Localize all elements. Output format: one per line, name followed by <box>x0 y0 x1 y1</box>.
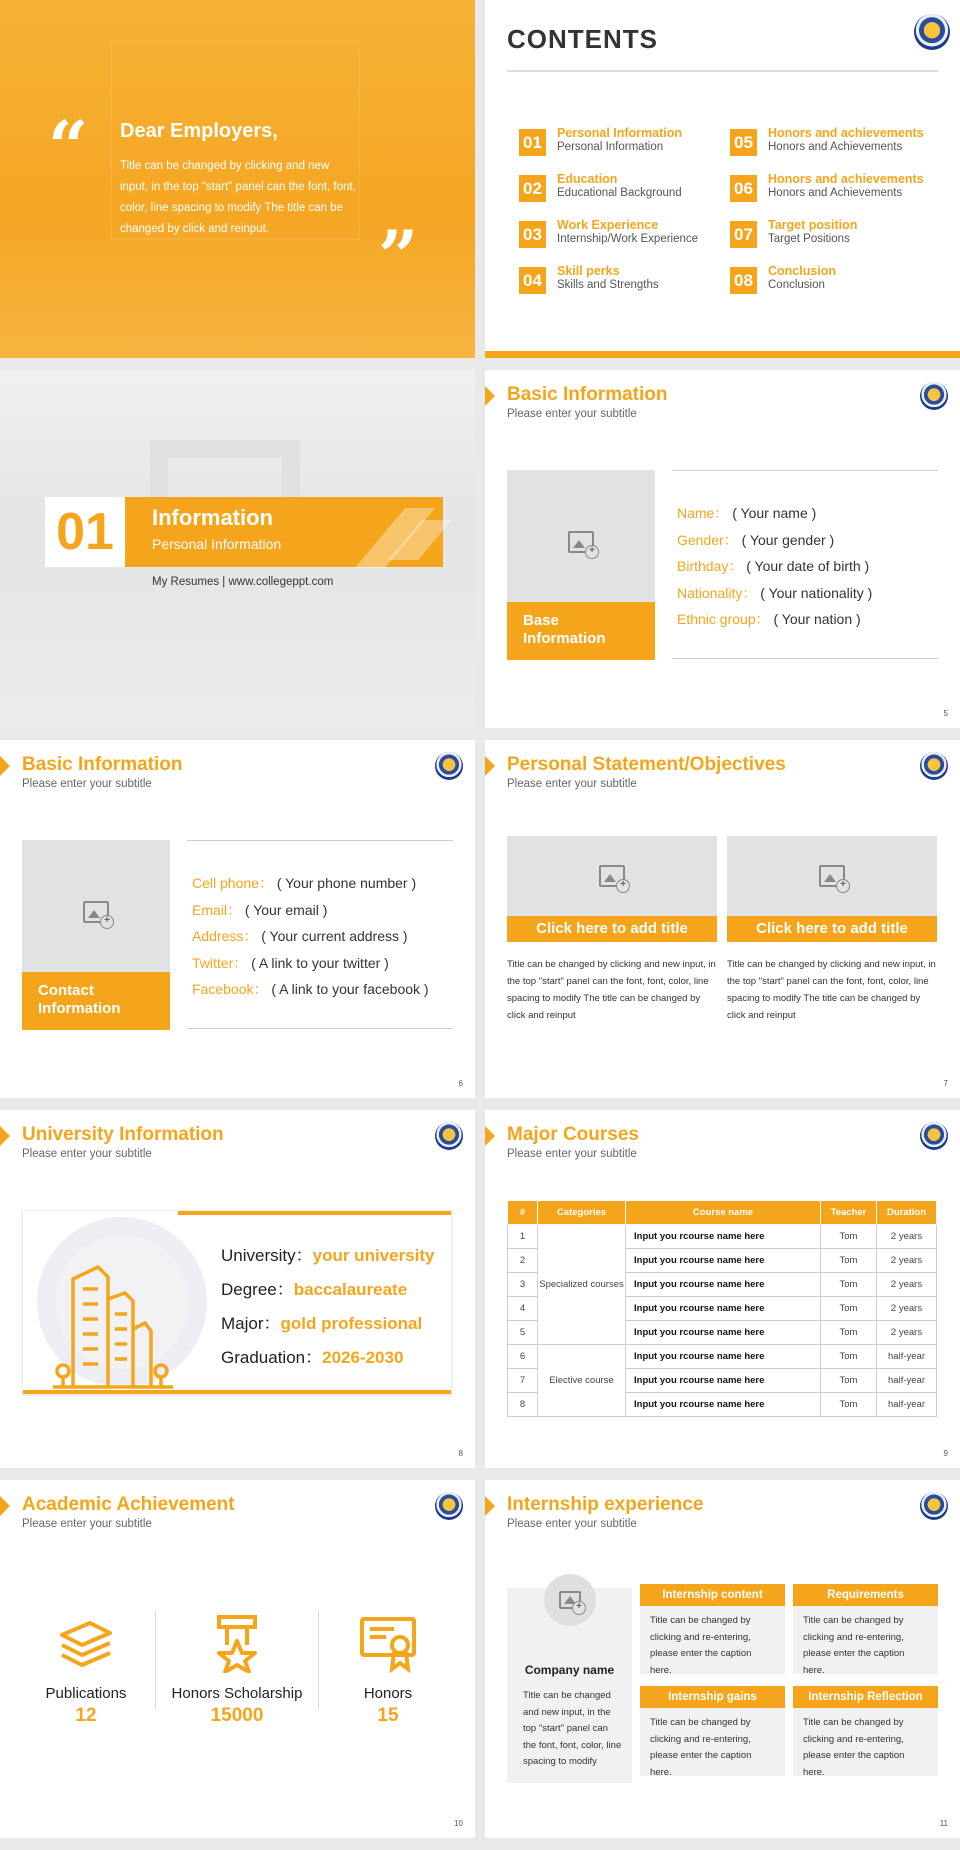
page-number: 5 <box>943 709 948 718</box>
item-subtitle: Internship/Work Experience <box>557 233 699 245</box>
box-text: Title can be changed by clicking and re-entering, please enter the caption here. <box>793 1708 938 1776</box>
achievement-honors <box>318 1615 458 1727</box>
item-subtitle: Target Positions <box>768 233 850 245</box>
title-marker-icon <box>0 1126 10 1146</box>
achievement-scholarship <box>167 1615 307 1727</box>
add-image-icon <box>568 531 594 553</box>
page-number: 7 <box>943 1079 948 1088</box>
slide-dear-employers[interactable] <box>0 0 475 358</box>
divider <box>507 70 938 72</box>
slide-title: Academic Achievement <box>22 1494 235 1515</box>
card-label: Contact Information <box>22 972 170 1030</box>
university-logo <box>435 1122 463 1150</box>
slide-contents[interactable] <box>485 0 960 358</box>
title-marker-icon <box>0 756 10 776</box>
item-number: 06 <box>730 175 757 202</box>
column-header: Course name <box>626 1201 821 1225</box>
slide-subtitle: Please enter your subtitle <box>22 778 152 790</box>
add-image-icon <box>819 865 845 887</box>
divider <box>672 658 938 659</box>
item-number: 03 <box>519 221 546 248</box>
column-header: # <box>508 1201 538 1225</box>
internship-box <box>640 1584 785 1674</box>
title-marker-icon <box>485 1126 495 1146</box>
university-logo <box>920 752 948 780</box>
item-title: Honors and achievements <box>768 172 924 186</box>
title-marker-icon <box>485 386 495 406</box>
university-logo <box>920 1122 948 1150</box>
internship-box <box>640 1686 785 1776</box>
divider <box>187 1028 453 1029</box>
category-cell: Specialized courses <box>538 1225 626 1345</box>
section-number: 01 <box>45 497 125 567</box>
box-text: Title can be changed by clicking and re-entering, please enter the caption here. <box>793 1606 938 1674</box>
column-header: Duration <box>877 1201 937 1225</box>
field-row: Name： ( Your name ) <box>677 505 817 521</box>
item-number: 04 <box>519 267 546 294</box>
internship-box <box>793 1686 938 1776</box>
card-label: Base Information <box>507 602 655 660</box>
item-title: Skill perks <box>557 264 620 278</box>
books-icon <box>56 1615 116 1671</box>
contents-item[interactable] <box>519 216 719 250</box>
section-title: Information <box>152 505 273 530</box>
achievement-label: Honors Scholarship <box>171 1685 303 1702</box>
title-marker-icon <box>485 1496 495 1516</box>
medal-icon <box>209 1615 265 1673</box>
contents-item[interactable] <box>730 262 930 296</box>
buildings-icon <box>53 1259 173 1389</box>
item-number: 02 <box>519 175 546 202</box>
box-heading: Internship content <box>640 1584 785 1606</box>
slide-personal-statement[interactable] <box>485 740 960 1098</box>
box-heading: Internship gains <box>640 1686 785 1708</box>
contact-fields <box>192 870 429 1003</box>
slide-title: Basic Information <box>507 384 668 405</box>
box-text: Title can be changed by clicking and re-entering, please enter the caption here. <box>640 1708 785 1776</box>
field-row: Twitter： ( A link to your twitter ) <box>192 954 389 971</box>
accent-bar <box>23 1390 451 1394</box>
greeting-heading: Dear Employers, <box>120 120 278 142</box>
slide-title: Major Courses <box>507 1124 639 1145</box>
university-logo <box>435 752 463 780</box>
field-row: Facebook： ( A link to your facebook ) <box>192 981 429 997</box>
photo-placeholder[interactable] <box>507 470 655 660</box>
table-row: 6 Elective course Input you rcourse name here Tom half-year <box>508 1345 937 1369</box>
page-number: 9 <box>943 1449 948 1458</box>
item-number: 01 <box>519 129 546 156</box>
table-header <box>508 1201 937 1225</box>
table-row: 7 Input you rcourse name here Tom half-year <box>508 1369 937 1393</box>
add-image-icon <box>599 865 625 887</box>
slide-title: Basic Information <box>22 754 183 775</box>
slide-subtitle: Please enter your subtitle <box>507 408 637 420</box>
contents-title: CONTENTS <box>507 24 658 54</box>
item-subtitle: Educational Background <box>557 187 682 199</box>
statement-card[interactable] <box>727 836 937 1024</box>
achievement-publications <box>16 1615 156 1727</box>
item-number: 07 <box>730 221 757 248</box>
slide-internship-experience[interactable] <box>485 1480 960 1838</box>
item-title: Conclusion <box>768 264 837 278</box>
slide-title: University Information <box>22 1124 224 1145</box>
item-number: 08 <box>730 267 757 294</box>
company-description: Title can be changed and new input, in the top "start" panel can the font, font, color, line spacing to modify <box>523 1690 622 1767</box>
column-header: Teacher <box>821 1201 877 1225</box>
table-row: 8 Input you rcourse name here Tom half-year <box>508 1393 937 1417</box>
achievement-label: Honors <box>363 1685 413 1702</box>
contents-item[interactable] <box>730 170 930 204</box>
table-row: 2 Input you rcourse name here Tom 2 years <box>508 1249 937 1273</box>
detail-row: University：your university <box>221 1246 435 1265</box>
card-text: Title can be changed by clicking and new input, in the top "start" panel can the font, font, color, line spacing to modify The title can be changed by click and reinput <box>507 959 716 1021</box>
slide-subtitle: Please enter your subtitle <box>22 1518 152 1530</box>
university-logo <box>920 1492 948 1520</box>
photo-placeholder[interactable] <box>22 840 170 1030</box>
courses-table <box>507 1200 937 1417</box>
slide-university-information[interactable] <box>0 1110 475 1468</box>
slide-major-courses[interactable] <box>485 1110 960 1468</box>
item-subtitle: Skills and Strengths <box>557 279 659 291</box>
close-quote-icon: ” <box>378 215 419 298</box>
slide-title: Personal Statement/Objectives <box>507 754 786 775</box>
add-image-icon <box>559 1591 581 1609</box>
field-row: Address： ( Your current address ) <box>192 928 408 944</box>
item-title: Target position <box>768 218 858 232</box>
open-quote-icon: “ <box>48 105 89 188</box>
card-text: Title can be changed by clicking and new input, in the top "start" panel can the font, font, color, line spacing to modify The title can be changed by click and reinput <box>727 959 936 1021</box>
title-marker-icon <box>485 756 495 776</box>
slide-subtitle: Please enter your subtitle <box>22 1148 152 1160</box>
contents-item[interactable] <box>519 124 719 158</box>
slide-academic-achievement[interactable] <box>0 1480 475 1838</box>
item-title: Education <box>557 172 618 186</box>
slide-basic-information[interactable] <box>485 370 960 728</box>
add-image-icon <box>83 901 109 923</box>
item-subtitle: Honors and Achievements <box>768 187 903 199</box>
achievement-value: 12 <box>75 1705 97 1726</box>
divider <box>187 840 453 841</box>
column-header: Categories <box>538 1201 626 1225</box>
field-row: Birthday： ( Your date of birth ) <box>677 558 870 574</box>
university-details <box>221 1239 435 1375</box>
slide-subtitle: Please enter your subtitle <box>507 1518 637 1530</box>
table-row: 4 Input you rcourse name here Tom 2 years <box>508 1297 937 1321</box>
page-number: 8 <box>458 1449 463 1458</box>
statement-card[interactable] <box>507 836 717 1024</box>
accent-bar <box>178 1211 451 1215</box>
achievement-label: Publications <box>45 1685 127 1702</box>
certificate-icon <box>358 1615 418 1673</box>
university-logo <box>920 382 948 410</box>
title-marker-icon <box>0 1496 10 1516</box>
slide-contact-information[interactable] <box>0 740 475 1098</box>
table-row: 5 Input you rcourse name here Tom 2 years <box>508 1321 937 1345</box>
achievement-value: 15000 <box>210 1705 264 1726</box>
accent-bar <box>485 351 960 358</box>
field-row: Cell phone： ( Your phone number ) <box>192 875 417 891</box>
company-name: Company name <box>524 1663 615 1677</box>
achievement-value: 15 <box>377 1705 399 1726</box>
table-row: 1 Specialized courses Input you rcourse name here Tom 2 years <box>508 1225 937 1249</box>
image-placeholder[interactable] <box>727 836 937 916</box>
field-row: Email： ( Your email ) <box>192 901 328 918</box>
box-heading: Requirements <box>793 1584 938 1606</box>
contents-item[interactable] <box>730 216 930 250</box>
divider <box>672 470 938 471</box>
card-title[interactable]: Click here to add title <box>507 916 717 942</box>
page-number: 10 <box>454 1819 463 1828</box>
item-title: Honors and achievements <box>768 126 924 140</box>
section-subtitle: Personal Information <box>152 536 282 552</box>
university-logo <box>435 1492 463 1520</box>
slide-subtitle: Please enter your subtitle <box>507 1148 637 1160</box>
card-title[interactable]: Click here to add title <box>727 916 937 942</box>
image-placeholder[interactable] <box>507 836 717 916</box>
info-fields <box>677 500 872 633</box>
page-number: 6 <box>458 1079 463 1088</box>
website-text: My Resumes | www.collegeppt.com <box>152 576 334 588</box>
slide-section-divider[interactable] <box>0 370 475 728</box>
table-row: 3 Input you rcourse name here Tom 2 years <box>508 1273 937 1297</box>
page-number: 11 <box>939 1819 948 1828</box>
detail-row: Degree：baccalaureate <box>221 1280 408 1299</box>
internship-box <box>793 1584 938 1674</box>
slide-subtitle: Please enter your subtitle <box>507 778 637 790</box>
box-text: Title can be changed by clicking and re-entering, please enter the caption here. <box>640 1606 785 1674</box>
item-title: Work Experience <box>557 218 659 232</box>
university-logo <box>914 14 950 50</box>
greeting-body: Title can be changed by clicking and new input, in the top "start" panel can the font, font, color, line spacing to modify The title can be changed by click and reinput. <box>120 160 356 235</box>
item-subtitle: Personal Information <box>557 141 664 153</box>
contents-item[interactable] <box>519 170 719 204</box>
field-row: Gender： ( Your gender ) <box>677 531 835 548</box>
item-subtitle: Honors and Achievements <box>768 141 903 153</box>
box-heading: Internship Reflection <box>793 1686 938 1708</box>
detail-row: Major：gold professional <box>221 1314 423 1333</box>
contents-item[interactable] <box>519 262 719 296</box>
field-row: Ethnic group： ( Your nation ) <box>677 611 861 627</box>
contents-item[interactable] <box>730 124 930 158</box>
item-title: Personal Information <box>557 126 683 140</box>
university-panel <box>22 1210 452 1395</box>
field-row: Nationality： ( Your nationality ) <box>677 584 873 601</box>
detail-row: Graduation：2026-2030 <box>221 1348 404 1367</box>
company-card[interactable] <box>507 1588 632 1783</box>
item-number: 05 <box>730 129 757 156</box>
slide-title: Internship experience <box>507 1494 704 1515</box>
item-subtitle: Conclusion <box>768 279 825 291</box>
company-logo-placeholder[interactable] <box>544 1574 596 1626</box>
category-cell: Elective course <box>538 1345 626 1417</box>
